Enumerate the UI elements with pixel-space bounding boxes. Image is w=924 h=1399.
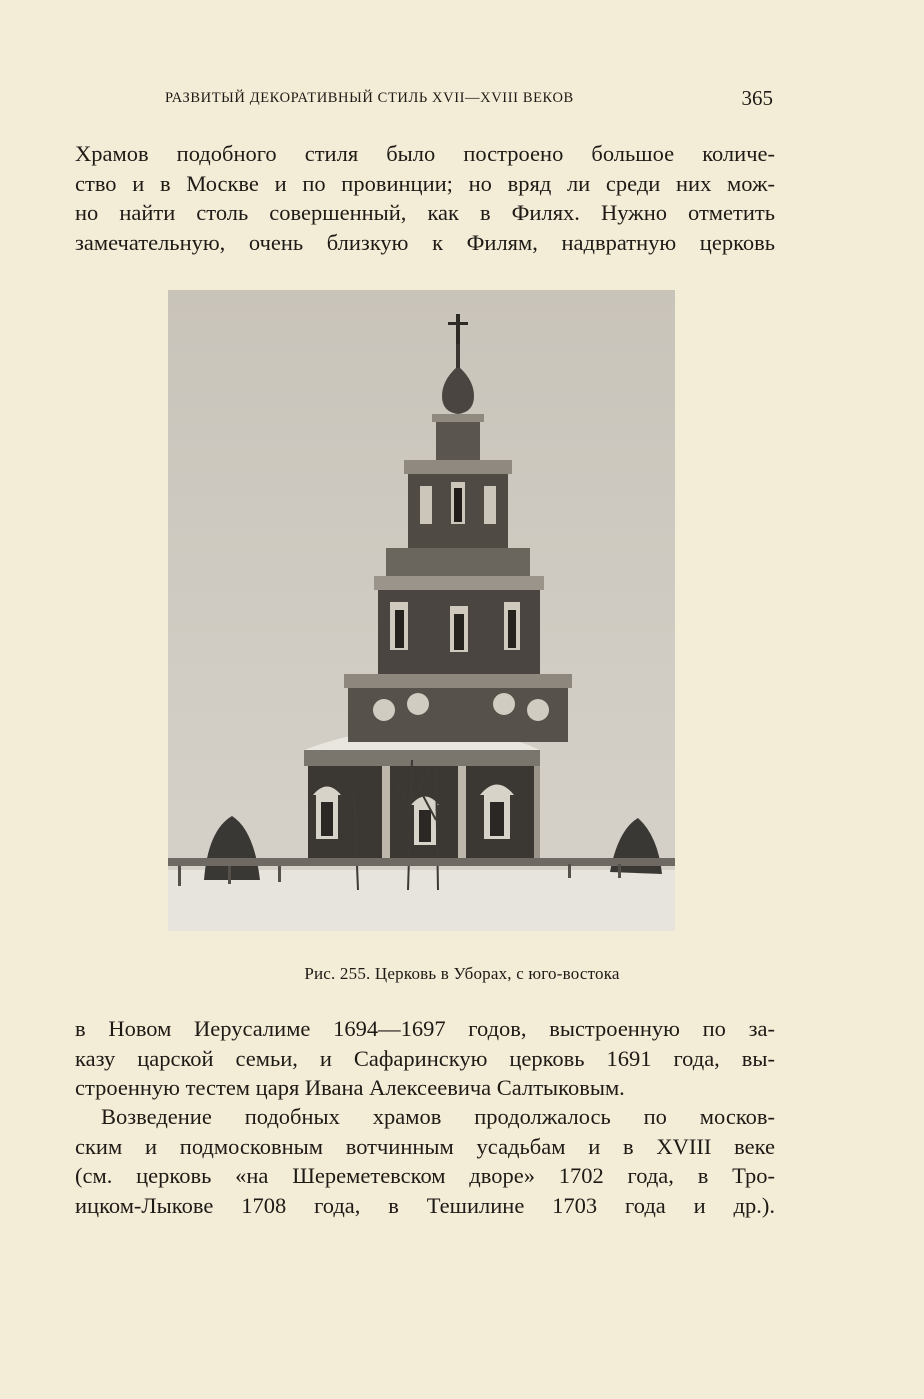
- text-line: Храмов подобного стиля было построено большое количе-: [75, 141, 775, 166]
- text-line: ство и в Москве и по провинции; но вряд ли среди них мож-: [75, 170, 775, 196]
- text-line: казу царской семьи, и Сафаринскую церковь 1691 года, вы-: [75, 1045, 775, 1071]
- text-line: в Новом Иерусалиме 1694—1697 годов, выстроенную по за-: [75, 1016, 775, 1041]
- text-line: ским и подмосковным вотчинным усадьбам и в XVIII веке: [75, 1133, 775, 1159]
- paragraph-1: [75, 139, 775, 257]
- fence: [168, 858, 675, 866]
- church-photo-icon: [168, 290, 675, 931]
- church-drum: [436, 420, 480, 460]
- church-photo-figure: [168, 290, 675, 931]
- text-line: (см. церковь «на Шереметевском дворе» 1702 года, в Тро-: [75, 1163, 775, 1188]
- text-line: строенную тестем царя Ивана Алексеевича Салтыковым.: [75, 1075, 625, 1100]
- cross-icon: [456, 314, 460, 344]
- paragraph-3: [75, 1102, 775, 1220]
- paragraph-2: [75, 1014, 775, 1103]
- text-line: но найти столь совершенный, как в Филях. Нужно отметить: [75, 200, 775, 225]
- text-line: замечательную, очень близкую к Филям, надвратную церковь: [75, 229, 775, 255]
- text-line: Возведение подобных храмов продолжалось по москов-: [101, 1104, 775, 1129]
- running-head: [165, 88, 773, 112]
- figure-caption: Рис. 255. Церковь в Уборах, с юго-востока: [304, 964, 620, 983]
- running-head-title: РАЗВИТЫЙ ДЕКОРАТИВНЫЙ СТИЛЬ XVII—XVIII ВЕКОВ: [165, 90, 574, 106]
- page-number: 365: [741, 86, 773, 110]
- text-line: ицком-Лыкове 1708 года, в Тешилине 1703 года и др.).: [75, 1192, 775, 1218]
